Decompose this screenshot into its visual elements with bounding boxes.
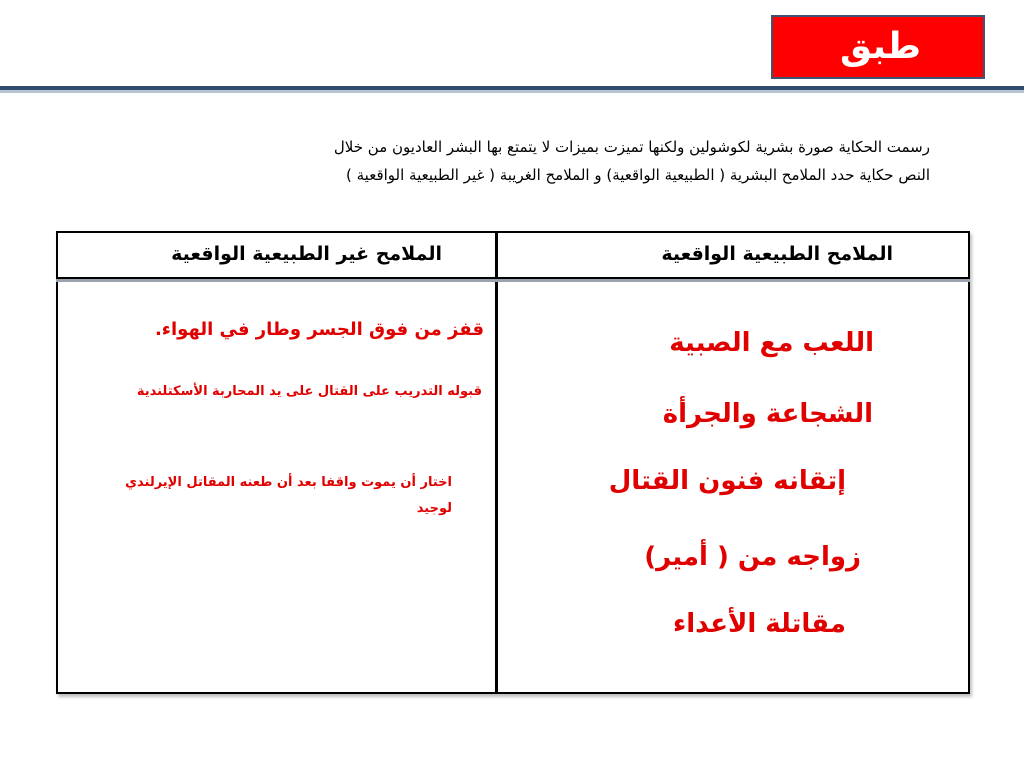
intro-line-2: النص حكاية حدد الملامح البشرية ( الطبيعية الواقعية) و الملامح الغريبة ( غير الطبيعية الواقعية )	[346, 166, 930, 184]
header-rule-shadow	[0, 90, 1024, 93]
realistic-item: اللعب مع الصبية	[669, 328, 874, 358]
table-header-divider-shadow	[56, 279, 970, 282]
realistic-item: مقاتلة الأعداء	[672, 609, 846, 639]
realistic-item: الشجاعة والجرأة	[662, 399, 873, 429]
realistic-item: إتقانه فنون القتال	[608, 466, 846, 496]
intro-paragraph	[90, 133, 930, 189]
table-column-divider	[495, 231, 498, 694]
non-realistic-item: قفز من فوق الجسر وطار في الهواء.	[154, 319, 484, 340]
intro-line-1: رسمت الحكاية صورة بشرية لكوشولين ولكنها تميزت بميزات لا يتمتع بها البشر العاديون من خلال	[333, 138, 930, 156]
header-realistic-features: الملامح الطبيعية الواقعية	[661, 243, 893, 265]
slide-title: طبق	[771, 15, 985, 79]
realistic-item: زواجه من ( أمير)	[644, 542, 861, 572]
non-realistic-item: اختار أن يموت واقفا بعد أن طعنه المقاتل الإيرلندي لوجيد	[125, 475, 452, 516]
non-realistic-item: قبوله التدريب على القتال على يد المحاربة الأسكتلندية	[136, 384, 482, 399]
header-non-realistic-features: الملامح غير الطبيعية الواقعية	[171, 243, 442, 265]
